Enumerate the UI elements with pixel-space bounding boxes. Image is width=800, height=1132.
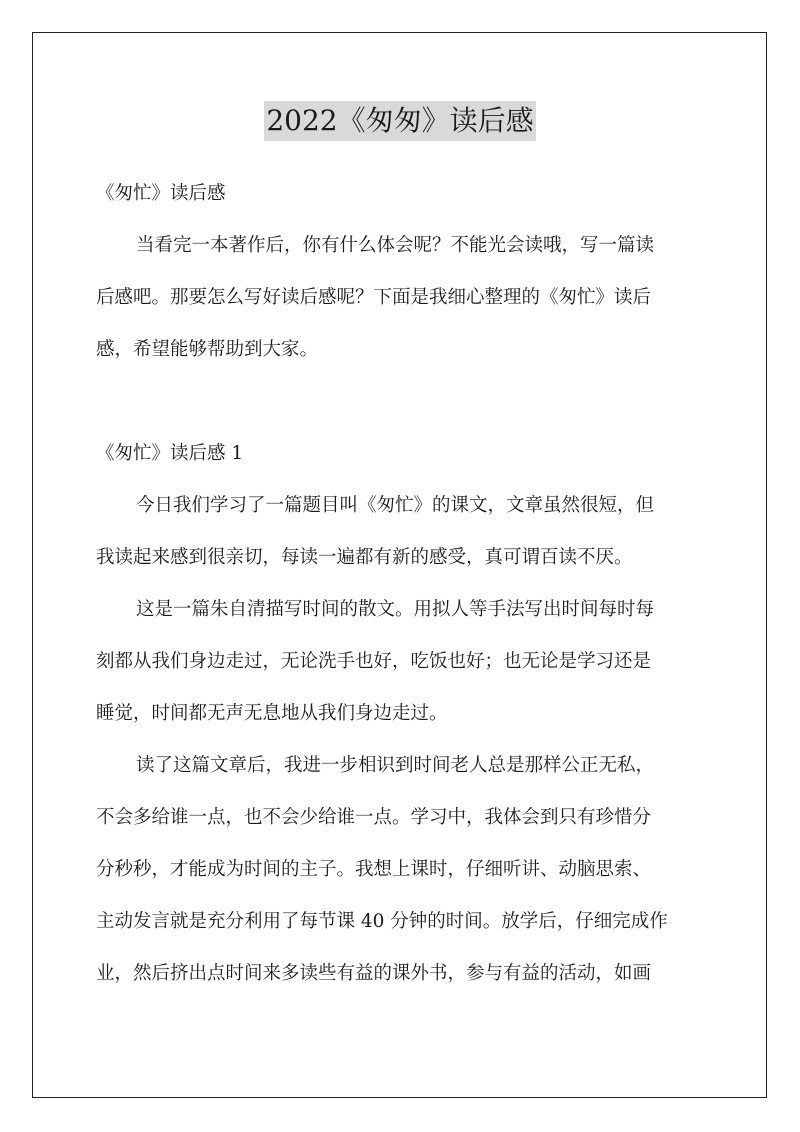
paragraph-line: 刻都从我们身边走过，无论洗手也好，吃饭也好；也无论是学习还是: [96, 651, 652, 672]
document-title: [0, 100, 800, 141]
paragraph-line: 今日我们学习了一篇题目叫《匆忙》的课文，文章虽然很短，但: [136, 495, 655, 516]
paragraph-line: 我读起来感到很亲切，每读一遍都有新的感受，真可谓百读不厌。: [96, 547, 633, 568]
section-heading-1: 《匆忙》读后感 1: [96, 443, 244, 464]
paragraph-line: 分秒秒，才能成为时间的主子。我想上课时，仔细听讲、动脑思索、: [96, 859, 652, 880]
paragraph-line: 当看完一本著作后，你有什么体会呢？不能光会读哦，写一篇读: [136, 235, 655, 256]
blank-line: [96, 376, 706, 428]
paragraph-line: 后感吧。那要怎么写好读后感呢？下面是我细心整理的《匆忙》读后: [96, 287, 652, 308]
paragraph-line: 不会多给谁一点，也不会少给谁一点。学习中，我体会到只有珍惜分: [96, 807, 652, 828]
paragraph-line: 这是一篇朱自清描写时间的散文。用拟人等手法写出时间每时每: [136, 599, 655, 620]
paragraph-line: 读了这篇文章后，我进一步相识到时间老人总是那样公正无私，: [136, 755, 655, 776]
paragraph-line: 主动发言就是充分利用了每节课 40 分钟的时间。放学后，仔细完成作: [96, 911, 668, 932]
section-heading-intro: 《匆忙》读后感: [96, 183, 226, 204]
paragraph-line: 业，然后挤出点时间来多读些有益的课外书，参与有益的活动，如画: [96, 963, 652, 984]
document-title-text: 2022《匆匆》读后感: [264, 101, 535, 141]
document-body: [96, 168, 706, 1000]
paragraph-line: 睡觉，时间都无声无息地从我们身边走过。: [96, 703, 448, 724]
paragraph-line: 感，希望能够帮助到大家。: [96, 339, 319, 360]
